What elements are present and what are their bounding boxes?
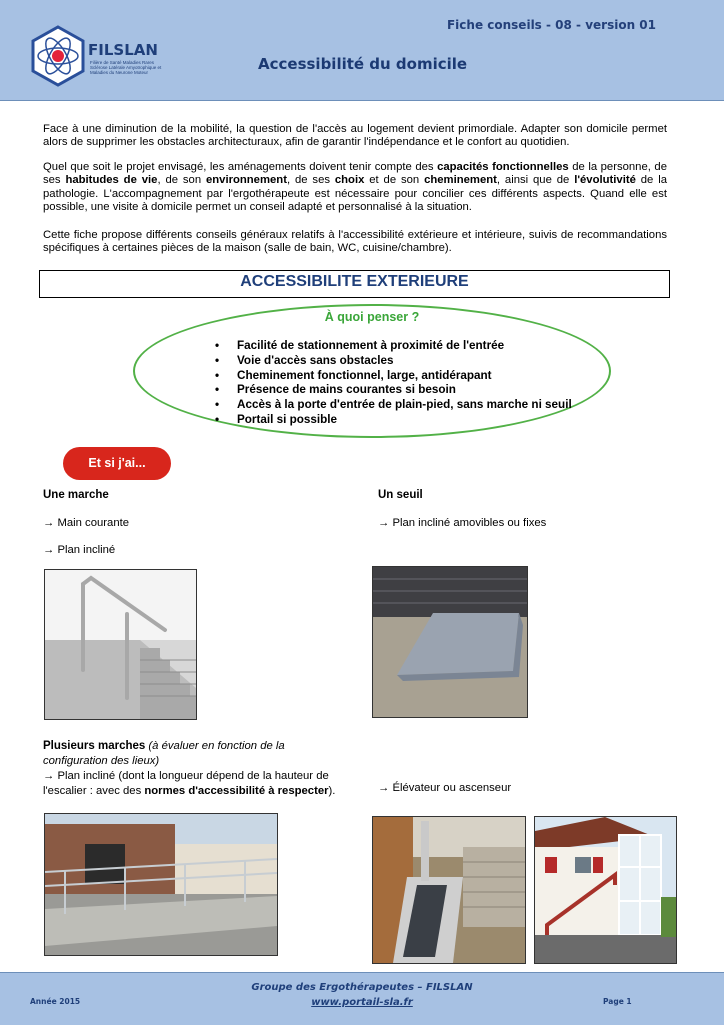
arrow-icon: → bbox=[43, 517, 55, 529]
platform-lift-image bbox=[372, 816, 526, 964]
what-if-badge: Et si j'ai... bbox=[63, 447, 171, 480]
threshold-title: Un seuil bbox=[378, 489, 423, 501]
one-step-title: Une marche bbox=[43, 489, 109, 501]
section-title: ACCESSIBILITE EXTERIEURE bbox=[240, 273, 469, 290]
logo-name: FILSLAN bbox=[88, 41, 158, 59]
list-item: • Voie d'accès sans obstacles bbox=[215, 354, 572, 369]
think-about-title: À quoi penser ? bbox=[324, 310, 420, 324]
handrail-stairs-image bbox=[44, 569, 197, 720]
ramp-railing-image bbox=[44, 813, 278, 956]
house-elevator-image bbox=[534, 816, 677, 964]
intro-paragraph-3: Cette fiche propose différents conseils généraux relatifs à l'accessibilité extérieure et intérieure, suivis de recommandations spécifiques à certaines pièces de la maison (salle de bain, WC, cuisine/chambre). bbox=[43, 229, 667, 255]
logo-emblem-icon bbox=[27, 25, 89, 87]
intro-paragraph-1: Face à une diminution de la mobilité, la question de l'accès au logement devient primordiale. Adapter son domicile permet alors de supprimer les obstacles architecturaux, afin de garantir l'indépendance et le confort au quotidien. bbox=[43, 123, 667, 149]
arrow-icon: → bbox=[43, 770, 55, 782]
list-item: • Portail si possible bbox=[215, 413, 572, 428]
several-steps-title: Plusieurs marches bbox=[43, 740, 146, 752]
page-title: Accessibilité du domicile bbox=[258, 55, 468, 73]
list-item: • Présence de mains courantes si besoin bbox=[215, 383, 572, 398]
arrow-icon: → bbox=[378, 517, 390, 529]
threshold-option: → Plan incliné amovibles ou fixes bbox=[378, 517, 547, 529]
list-item: • Cheminement fonctionnel, large, antidérapant bbox=[215, 369, 572, 384]
footer-year: Année 2015 bbox=[30, 997, 81, 1006]
list-item: • Accès à la porte d'entrée de plain-pied, sans marche ni seuil bbox=[215, 398, 572, 413]
document-subtitle: Fiche conseils - 08 - version 01 bbox=[446, 18, 656, 32]
arrow-icon: → bbox=[43, 544, 55, 556]
list-item: • Facilité de stationnement à proximité de l'entrée bbox=[215, 339, 572, 354]
footer-page-number: Page 1 bbox=[603, 997, 632, 1006]
lift-option: → Élévateur ou ascenseur bbox=[378, 782, 512, 794]
threshold-ramp-image bbox=[372, 566, 528, 718]
arrow-icon: → bbox=[378, 782, 390, 794]
one-step-option-handrail: → Main courante bbox=[43, 517, 130, 529]
think-about-list bbox=[215, 339, 572, 428]
several-steps-block: Plusieurs marches (à évaluer en fonction de la configuration des lieux) → Plan incliné (dont la longueur dépend de la hauteur de l'escalier : avec des normes d'accessibilité à respecter). bbox=[43, 740, 336, 797]
intro-paragraph-2: Quel que soit le projet envisagé, les aménagements doivent tenir compte des capacités fonctionnelles de la personne, de ses habitudes de vie, de son environnement, de ses choix et de son cheminement, ainsi que de l'évolutivité de la pathologie. L'accompagnement par l'ergothérapeute est nécessaire pour concilier ces différents aspects. Quand elle est possible, une visite à domicile permet un conseil adapté et personnalisé à la situation. bbox=[43, 161, 667, 213]
footer-website-link[interactable]: www.portail-sla.fr bbox=[311, 997, 413, 1008]
logo-tagline: Filière de Santé Maladies Rares Sclérose Latérale Amyotrophique et Maladies du Neurone Moteur bbox=[90, 60, 162, 75]
one-step-option-ramp: → Plan incliné bbox=[43, 544, 116, 556]
footer-group: Groupe des Ergothérapeutes – FILSLAN bbox=[251, 982, 473, 993]
